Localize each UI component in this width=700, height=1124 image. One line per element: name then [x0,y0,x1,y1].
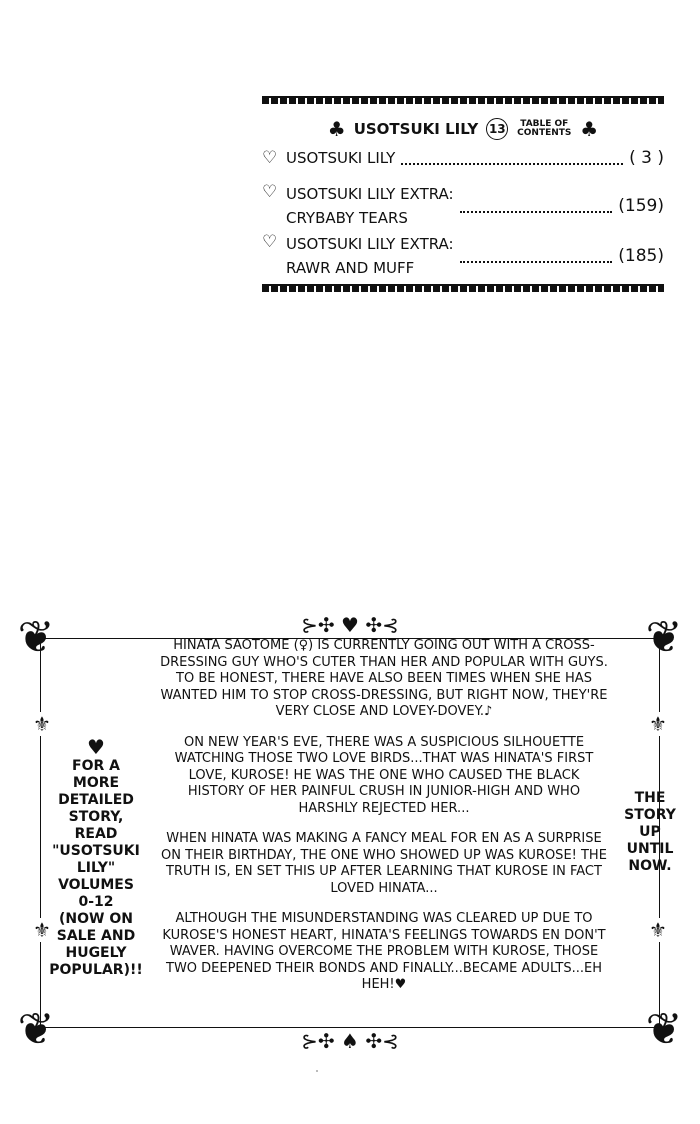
scroll-icon: ✣⊰ [365,1029,399,1053]
fleur-icon: ⚜ [30,712,54,736]
toc-entry-title-line2: CRYBABY TEARS [286,209,408,227]
story-summary [160,638,608,1008]
toc-entry-title-line2: RAWR AND MUFF [286,259,415,277]
toc-entry [262,146,664,170]
heart-outline-icon: ♡ [262,148,278,168]
toc-entry-title-line1: USOTSUKI LILY EXTRA: [286,235,454,253]
left-note-line: FOR A [72,758,120,774]
story-so-far-box [6,608,694,1060]
heart-filled-icon: ♥ [87,735,105,759]
toc-entry-title: USOTSUKI LILY [286,149,396,167]
left-side-note [46,736,146,979]
left-note-line: MORE [72,775,120,791]
heart-filled-icon: ♥ [341,613,359,637]
toc-header-title: USOTSUKI LILY [353,120,479,138]
top-ornament [250,612,450,638]
spade-icon: ♠ [341,1029,359,1053]
toc-entry-title [286,232,454,280]
bottom-ornament [250,1028,450,1054]
fleur-icon: ⚜ [646,712,670,736]
toc-entry [262,182,664,230]
left-note-line: SALE AND [56,928,136,944]
heart-outline-icon: ♡ [262,182,278,202]
left-note-line: 0-12 [78,894,114,910]
left-note-line: "USOTSUKI [52,843,140,859]
toc-dot-leader [401,151,623,165]
left-note-line: STORY, [68,809,124,825]
right-note-line: NOW. [628,858,672,874]
story-paragraph: ALTHOUGH THE MISUNDERSTANDING WAS CLEARED UP DUE TO KUROSE'S HONEST HEART, HINATA'S FEELINGS TOWARDS EN DON'T WAVER. HAVING OVERCOME THE PROBLEM WITH KUROSE, THOSE TWO DEEPENED THEIR BONDS AND FINALLY...BECAME ADULTS...EH HEH!♥ [162,911,606,992]
left-note-line: POPULAR)!! [49,962,143,978]
toc-header-subtitle [516,120,572,138]
story-paragraph: WHEN HINATA WAS MAKING A FANCY MEAL FOR EN AS A SURPRISE ON THEIR BIRTHDAY, THE ONE WHO SHOWED UP WAS KUROSE! THE TRUTH IS, EN SET THIS UP AFTER LEARNING THAT KUROSE IN FACT LOVED HINATA... [161,831,607,896]
fleur-icon: ⚜ [30,918,54,942]
left-note-line: HUGELY [65,945,127,961]
fleur-icon: ⚜ [646,918,670,942]
toc-sub-line1: TABLE OF [520,119,569,129]
left-note-line: DETAILED [58,792,134,808]
toc-entry-page: (159) [618,196,664,216]
corner-flourish-icon: ❦ [17,1004,55,1055]
scroll-icon: ⊱✣ [301,613,335,637]
table-of-contents [262,96,664,296]
left-note-line: VOLUMES [58,877,134,893]
left-note-line: LILY" [76,860,116,876]
corner-flourish-icon: ❦ [17,612,55,663]
toc-entry [262,232,664,280]
toc-entry-title-line1: USOTSUKI LILY EXTRA: [286,185,454,203]
scroll-icon: ✣⊰ [365,613,399,637]
left-note-line: READ [74,826,118,842]
right-note-line: STORY [624,807,676,823]
club-icon: ♣ [327,117,346,141]
toc-top-rule [262,96,664,104]
toc-entry-title [286,182,454,230]
corner-flourish-icon: ❦ [645,1004,683,1055]
right-note-line: UNTIL [626,841,674,857]
toc-entry-page: (185) [618,246,664,266]
right-note-line: THE [634,790,666,806]
right-note-line: UP [639,824,661,840]
corner-flourish-icon: ❦ [645,612,683,663]
volume-number: 13 [486,118,508,140]
club-icon: ♣ [580,117,599,141]
toc-bottom-rule [262,284,664,292]
toc-dot-leader [460,249,613,263]
right-side-note [622,790,678,875]
toc-dot-leader [460,199,613,213]
story-paragraph: ON NEW YEAR'S EVE, THERE WAS A SUSPICIOUS SILHOUETTE WATCHING THOSE TWO LOVE BIRDS...THAT WAS HINATA'S FIRST LOVE, KUROSE! HE WAS THE ONE WHO CAUSED THE BLACK HISTORY OF HER PAINFUL CRUSH IN JUNIOR-HIGH AND WHO HARSHLY REJECTED HER... [174,734,594,816]
scroll-icon: ⊱✣ [301,1029,335,1053]
toc-entry-page: ( 3 ) [629,148,664,168]
left-note-line: (NOW ON [59,911,133,927]
toc-sub-line2: CONTENTS [517,128,572,138]
paper-speck [316,1070,318,1072]
story-paragraph: HINATA SAOTOME (♀) IS CURRENTLY GOING OUT WITH A CROSS-DRESSING GUY WHO'S CUTER THAN HER AND POPULAR WITH GUYS. TO BE HONEST, THERE HAVE ALSO BEEN TIMES WHEN SHE HAS WANTED HIM TO STOP CROSS-DRESSING, BUT RIGHT NOW, THEY'RE VERY CLOSE AND LOVEY-DOVEY.♪ [160,638,608,719]
heart-outline-icon: ♡ [262,232,278,252]
toc-header [262,114,664,144]
